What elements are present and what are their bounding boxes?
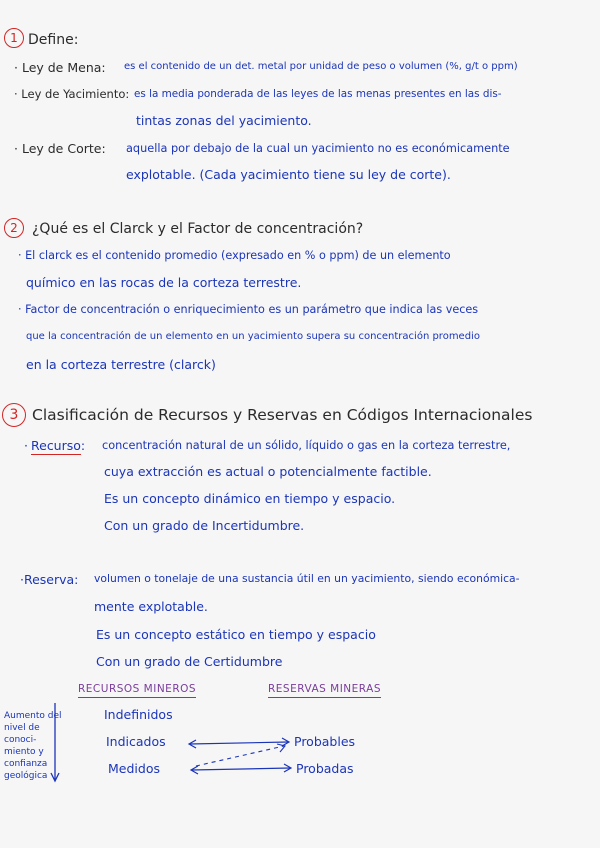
reserva-probadas: Probadas bbox=[296, 761, 354, 776]
clarck-def-2: químico en las rocas de la corteza terrestre. bbox=[26, 275, 302, 290]
arrow-indicados-probables bbox=[190, 742, 288, 744]
factor-def-1: · Factor de concentración o enriquecimiento es un parámetro que indica las veces bbox=[18, 303, 479, 316]
recurso-def-3: Es un concepto dinámico en tiempo y espacio. bbox=[104, 491, 396, 506]
recurso-term-label: Recurso bbox=[31, 438, 81, 453]
recurso-medidos: Medidos bbox=[108, 761, 160, 776]
section-1-number: 1 bbox=[4, 28, 24, 48]
dashed-arrow-head bbox=[277, 744, 285, 752]
ley-yacimiento-def-1: es la media ponderada de las leyes de las menas presentes en las dis- bbox=[134, 88, 502, 100]
col-recursos-mineros: RECURSOS MINEROS bbox=[78, 684, 196, 698]
section-1-title: Define: bbox=[28, 32, 79, 48]
factor-def-3: en la corteza terrestre (clarck) bbox=[26, 357, 216, 372]
recurso-indefinidos: Indefinidos bbox=[104, 707, 173, 722]
col-reservas-mineras: RESERVAS MINERAS bbox=[268, 684, 381, 698]
section-3-title: Clasificación de Recursos y Reservas en Códigos Internacionales bbox=[32, 406, 533, 424]
reserva-def-2: mente explotable. bbox=[94, 599, 208, 614]
reserva-term: ·Reserva: bbox=[20, 572, 79, 587]
reserva-def-1: volumen o tonelaje de una sustancia útil en un yacimiento, siendo económica- bbox=[94, 572, 520, 585]
factor-def-2: que la concentración de un elemento en un yacimiento supera su concentración promedio bbox=[26, 331, 480, 342]
ley-mena-def: es el contenido de un det. metal por unidad de peso o volumen (%, g/t o ppm) bbox=[124, 61, 518, 72]
ley-corte-def-2: explotable. (Cada yacimiento tiene su ley de corte). bbox=[126, 167, 451, 182]
reserva-def-4: Con un grado de Certidumbre bbox=[96, 654, 283, 669]
ley-mena-term: · Ley de Mena: bbox=[14, 60, 106, 75]
recurso-def-1: concentración natural de un sólido, líquido o gas en la corteza terrestre, bbox=[102, 439, 511, 452]
recurso-def-2: cuya extracción es actual o potencialmente factible. bbox=[104, 464, 432, 479]
recurso-bullet: · bbox=[24, 438, 28, 453]
recurso-indicados: Indicados bbox=[106, 734, 166, 749]
arrow-medidos-probadas bbox=[192, 768, 290, 770]
ley-corte-def-1: aquella por debajo de la cual un yacimiento no es económicamente bbox=[126, 142, 510, 155]
ley-yacimiento-term: · Ley de Yacimiento: bbox=[14, 87, 130, 101]
recurso-def-4: Con un grado de Incertidumbre. bbox=[104, 518, 305, 533]
dashed-medidos-probables bbox=[196, 746, 284, 766]
reserva-def-3: Es un concepto estático en tiempo y espacio bbox=[96, 627, 376, 642]
recurso-term-colon: : bbox=[80, 438, 86, 453]
section-2-title: ¿Qué es el Clarck y el Factor de concentración? bbox=[32, 221, 364, 237]
ley-corte-term: · Ley de Corte: bbox=[14, 141, 106, 156]
reserva-probables: Probables bbox=[294, 734, 356, 749]
section-3-number: 3 bbox=[2, 403, 26, 427]
side-note: Aumento del nivel de conoci-miento y confianza geológica bbox=[4, 711, 62, 781]
section-2-number: 2 bbox=[4, 218, 24, 238]
ley-yacimiento-def-2: tintas zonas del yacimiento. bbox=[136, 113, 312, 128]
clarck-def-1: · El clarck es el contenido promedio (expresado en % o ppm) de un elemento bbox=[18, 249, 451, 262]
